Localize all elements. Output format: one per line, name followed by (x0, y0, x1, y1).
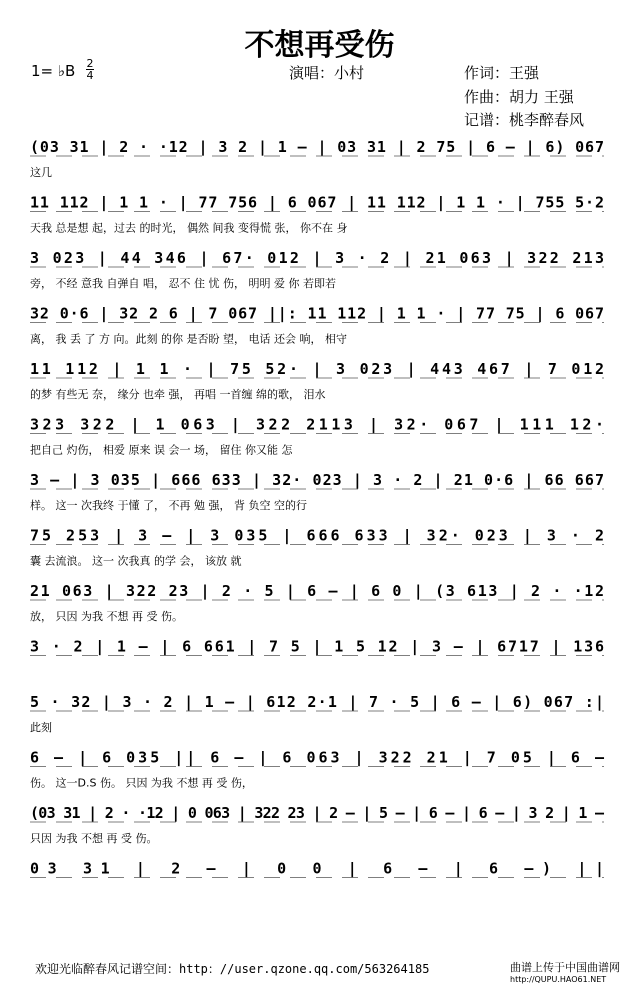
score-row (30, 582, 604, 623)
score-row (30, 416, 604, 457)
lyrics-line: 样。 这一 次我终 于懂 了， 不再 勉 强， 背 负空 空的行 (30, 499, 307, 512)
notes-line: (03 31 | 2 · ·12 | 0 063 | 322 23 | 2 – | 5 – | 6 – | 6 – | 3 2 | 1 – (30, 804, 605, 822)
notes-line: 323 322 | 1 063 | 322 2113 | 32· 067 | 111 12· (30, 415, 604, 434)
lyrics-line: 只因 为我 不想 再 受 伤。 (30, 832, 158, 845)
score-row (30, 360, 604, 401)
lyrics-line: 放， 只因 为我 不想 再 受 伤。 (30, 610, 183, 623)
score-row (30, 693, 604, 734)
notes-line: 11 112 | 1 1 · | 77 756 | 6 067 | 11 112 | 1 1 · | 755 5·2 (30, 193, 604, 212)
notes-line: 6 – | 6 035 || 6 – | 6 063 | 322 21 | 7 05 | 6 – (30, 748, 605, 767)
time-signature-top: 2 (86, 57, 94, 70)
notes-line: 21 063 | 322 23 | 2 · 5 | 6 – | 6 0 | (3 613 | 2 · ·12 (30, 582, 604, 600)
transcriber-credit: 记谱：桃李醉春风 (464, 111, 585, 129)
footer-credit: 欢迎光临醉春风记谱空间：http：//user.qzone.qq.com/563264185 (35, 962, 430, 976)
score-row (30, 527, 604, 568)
lyrics-line: 这几 (30, 166, 52, 179)
composer-credit: 作曲：胡力 王强 (464, 88, 574, 106)
footer-site-text: 曲谱上传于中国曲谱网 (510, 961, 620, 974)
lyrics-line: 囊 去流浪。 这一 次我真 的学 会， 该放 就 (30, 554, 242, 568)
score-row (30, 860, 604, 879)
notes-line: 75 253 | 3 – | 3 035 | 666 633 | 32· 023 | 3 · 2 (30, 526, 605, 545)
lyrics-line: 的梦 有些无 奈， 缘分 也牵 强， 再唱 一首缠 绵的歌， 泪水 (30, 388, 326, 401)
score-row (30, 194, 604, 235)
notes-line: 11 112 | 1 1 · | 75 52· | 3 023 | 443 467 | 7 012 (30, 360, 604, 378)
score-row (30, 804, 605, 845)
lyrics-line: 此刻 (30, 721, 52, 734)
score-row (30, 749, 605, 790)
notes-line: 03 31 | 2 – | 0 0 | 6 – | 6 –) || (30, 859, 604, 878)
notes-line: 3 – | 3 035 | 666 633 | 32· 023 | 3 · 2 | 21 0·6 | 66 667 (30, 471, 604, 489)
lyrics-line: 天我 总是想 起，过去 的时光， 偶然 间我 变得慌 张， 你不在 身 (30, 221, 348, 235)
lyrics-line: 旁， 不经 意我 自弹自 唱， 忍不 住 忧 伤， 明明 爱 你 若即若 (30, 277, 336, 290)
lyrics-line: 离， 我 丢 了 方 向。此刻 的你 是否盼 望， 电话 还会 响， 相守 (30, 332, 347, 346)
lyricist-credit: 作词：王强 (464, 64, 540, 82)
score-row (30, 138, 604, 179)
score-row (30, 305, 604, 346)
time-signature-bottom: 4 (86, 69, 94, 82)
notes-line: (03 31 | 2 · ·12 | 3 2 | 1 – | 03 31 | 2 75 | 6 – | 6) 067 (30, 138, 604, 156)
song-title: 不想再受伤 (244, 28, 395, 63)
notes-line: 5 · 32 | 3 · 2 | 1 – | 612 2·1 | 7 · 5 | 6 – | 6) 067 :| (30, 693, 604, 711)
score-row (30, 249, 604, 290)
footer-site (510, 962, 620, 986)
key-signature: 1= ♭B (31, 62, 76, 80)
lyrics-line: 把自己 灼伤， 相爱 原来 误 会一 场， 留住 你又能 怎 (30, 443, 293, 457)
score-row (30, 471, 604, 512)
notes-line: 3 023 | 44 346 | 67· 012 | 3 · 2 | 21 063 | 322 213 (30, 249, 605, 267)
lyrics-line: 伤。 这一D.S 伤。 只因 为我 不想 再 受 伤， (30, 776, 253, 790)
footer-site-url: http://QUPU.HAO61.NET (510, 975, 607, 984)
notes-line: 3 · 2 | 1 – | 6 661 | 7 5 | 1 5 12 | 3 – | 6717 | 136 (30, 637, 604, 656)
singer-credit: 演唱：小村 (289, 64, 365, 82)
notes-line: 32 0·6 | 32 2 6 | 7 067 ||: 11 112 | 1 1 · | 77 75 | 6 067 (30, 304, 604, 323)
score-row (30, 638, 604, 657)
